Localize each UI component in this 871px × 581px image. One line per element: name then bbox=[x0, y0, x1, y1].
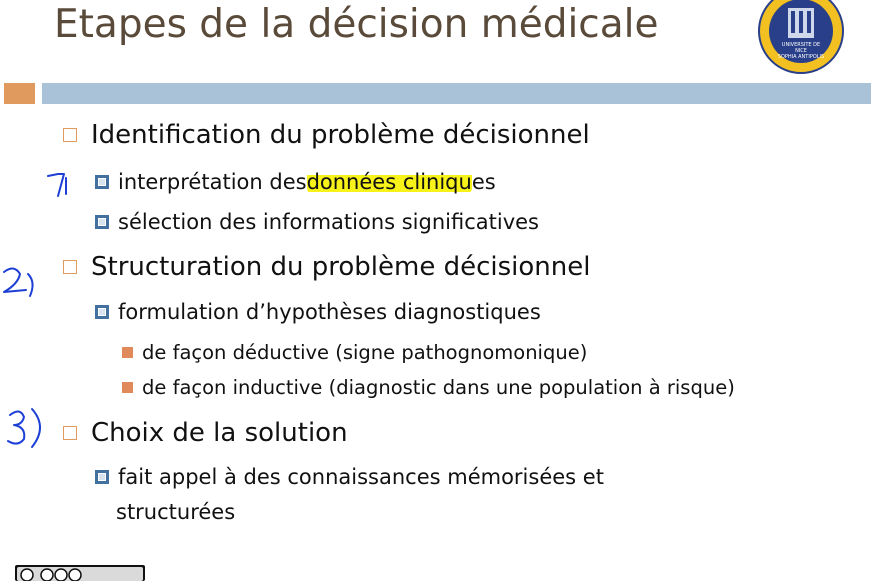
handwritten-number-3 bbox=[4, 403, 54, 451]
orange-square-bullet-icon bbox=[122, 382, 133, 393]
bullet-deductive bbox=[122, 341, 587, 364]
bullet-text: formulation d’hypothèses diagnostiques bbox=[118, 300, 541, 324]
blue-square-bullet-icon bbox=[95, 175, 109, 189]
bullet-structuration bbox=[63, 252, 590, 282]
handwritten-number-1 bbox=[44, 166, 80, 202]
slide-title: Etapes de la décision médicale bbox=[54, 2, 659, 47]
bullet-text: Choix de la solution bbox=[91, 418, 348, 448]
bullet-text-prefix: interprétation des bbox=[118, 170, 307, 194]
svg-text:UNIVERSITE DE: UNIVERSITE DE bbox=[781, 42, 821, 48]
hollow-square-bullet-icon bbox=[63, 128, 77, 142]
title-divider-bar bbox=[42, 83, 871, 104]
bullet-identification bbox=[63, 120, 590, 150]
bullet-fait-appel-continuation bbox=[116, 500, 235, 524]
highlighted-text: données cliniqu bbox=[306, 170, 472, 194]
hollow-square-bullet-icon bbox=[63, 426, 77, 440]
blue-square-bullet-icon bbox=[95, 215, 109, 229]
svg-text:NICE: NICE bbox=[795, 48, 807, 54]
bullet-formulation bbox=[95, 300, 541, 324]
title-accent-square bbox=[4, 83, 35, 104]
bullet-text: structurées bbox=[116, 500, 236, 524]
bullet-inductive bbox=[122, 376, 735, 399]
bullet-text: de façon inductive (diagnostic dans une population à risque) bbox=[142, 376, 735, 399]
bullet-text: Identification du problème décisionnel bbox=[91, 120, 590, 150]
bullet-interpretation bbox=[95, 170, 496, 194]
orange-square-bullet-icon bbox=[122, 347, 133, 358]
blue-square-bullet-icon bbox=[95, 470, 109, 484]
handwritten-number-2 bbox=[0, 262, 44, 302]
bullet-text-suffix: es bbox=[471, 170, 496, 194]
bullet-text: de façon déductive (signe pathognomonique) bbox=[142, 341, 588, 364]
university-seal-logo bbox=[758, 0, 844, 74]
creative-commons-badge-icon bbox=[15, 565, 145, 581]
hollow-square-bullet-icon bbox=[63, 260, 77, 274]
bullet-text: sélection des informations significatives bbox=[118, 210, 539, 234]
blue-square-bullet-icon bbox=[95, 305, 109, 319]
svg-text:SOPHIA ANTIPOLIS: SOPHIA ANTIPOLIS bbox=[777, 54, 825, 60]
bullet-choix bbox=[63, 418, 348, 448]
bullet-selection bbox=[95, 210, 539, 234]
bullet-text: fait appel à des connaissances mémorisées et bbox=[118, 465, 604, 489]
bullet-text: Structuration du problème décisionnel bbox=[91, 252, 591, 282]
bullet-fait-appel bbox=[95, 465, 604, 489]
